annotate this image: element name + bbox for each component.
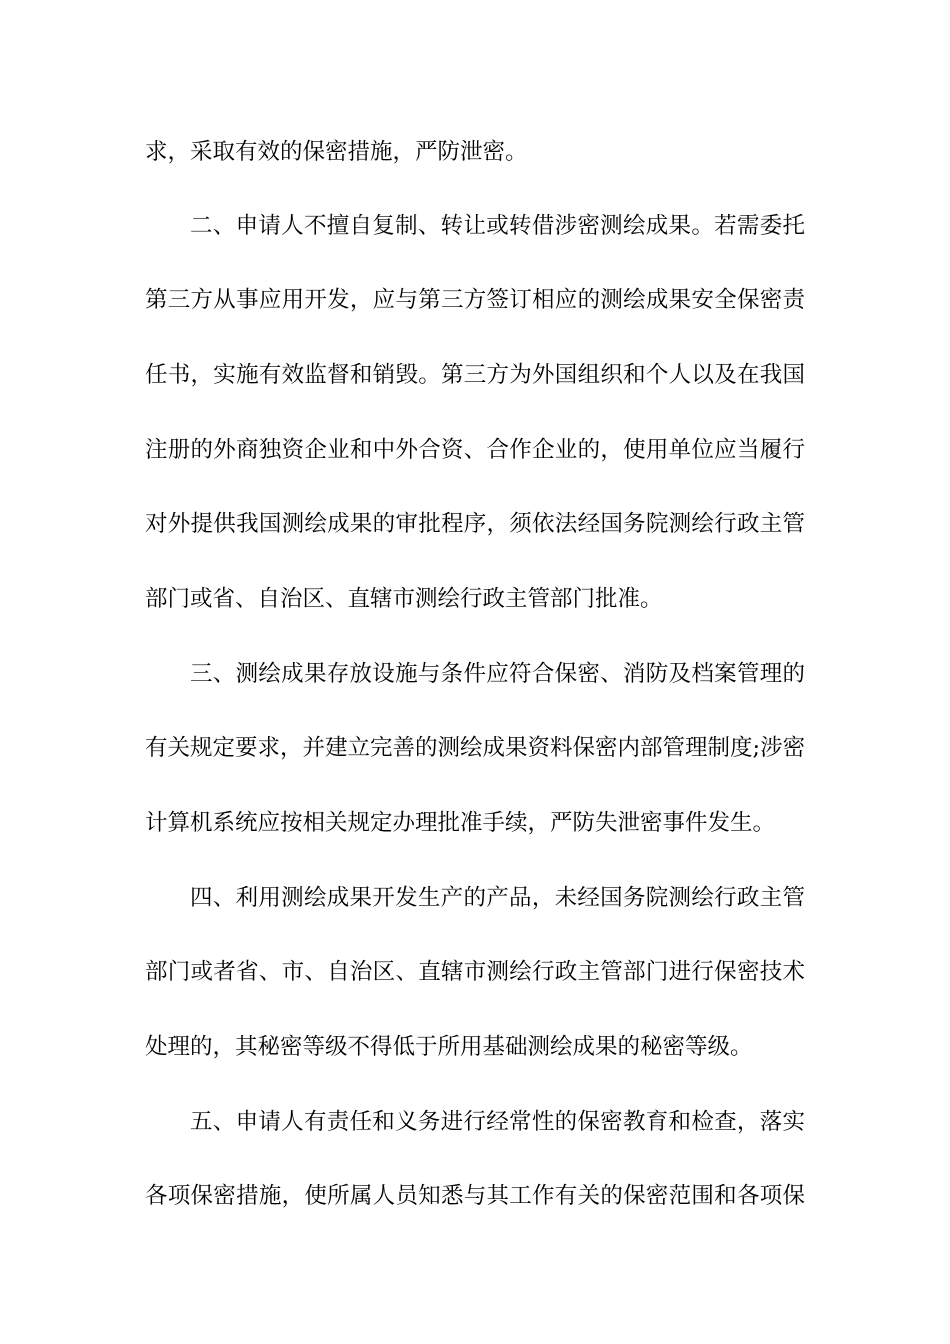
paragraph-first-line: 四、利用测绘成果开发生产的产品，未经国务院测绘行政主管 (190, 885, 805, 911)
text-line: 对外提供我国测绘成果的审批程序，须依法经国务院测绘行政主管 (145, 511, 805, 537)
text-line: 第三方从事应用开发，应与第三方签订相应的测绘成果安全保密责 (145, 287, 805, 313)
text-line: 部门或者省、市、自治区、直辖市测绘行政主管部门进行保密技术 (145, 959, 805, 985)
paragraph-first-line: 五、申请人有责任和义务进行经常性的保密教育和检查，落实 (190, 1109, 805, 1135)
text-line: 求，采取有效的保密措施，严防泄密。 (145, 139, 528, 165)
text-line: 任书，实施有效监督和销毁。第三方为外国组织和个人以及在我国 (145, 362, 805, 388)
paragraph-first-line: 二、申请人不擅自复制、转让或转借涉密测绘成果。若需委托 (190, 213, 805, 239)
text-line: 计算机系统应按相关规定办理批准手续，严防失泄密事件发生。 (145, 810, 776, 836)
text-line: 有关规定要求，并建立完善的测绘成果资料保密内部管理制度;涉密 (145, 735, 805, 761)
text-line: 各项保密措施，使所属人员知悉与其工作有关的保密范围和各项保 (145, 1183, 805, 1209)
text-line: 注册的外商独资企业和中外合资、合作企业的，使用单位应当履行 (145, 437, 805, 463)
text-line: 部门或省、自治区、直辖市测绘行政主管部门批准。 (145, 586, 663, 612)
paragraph-first-line: 三、测绘成果存放设施与条件应符合保密、消防及档案管理的 (190, 661, 805, 687)
text-line: 处理的，其秘密等级不得低于所用基础测绘成果的秘密等级。 (145, 1034, 753, 1060)
